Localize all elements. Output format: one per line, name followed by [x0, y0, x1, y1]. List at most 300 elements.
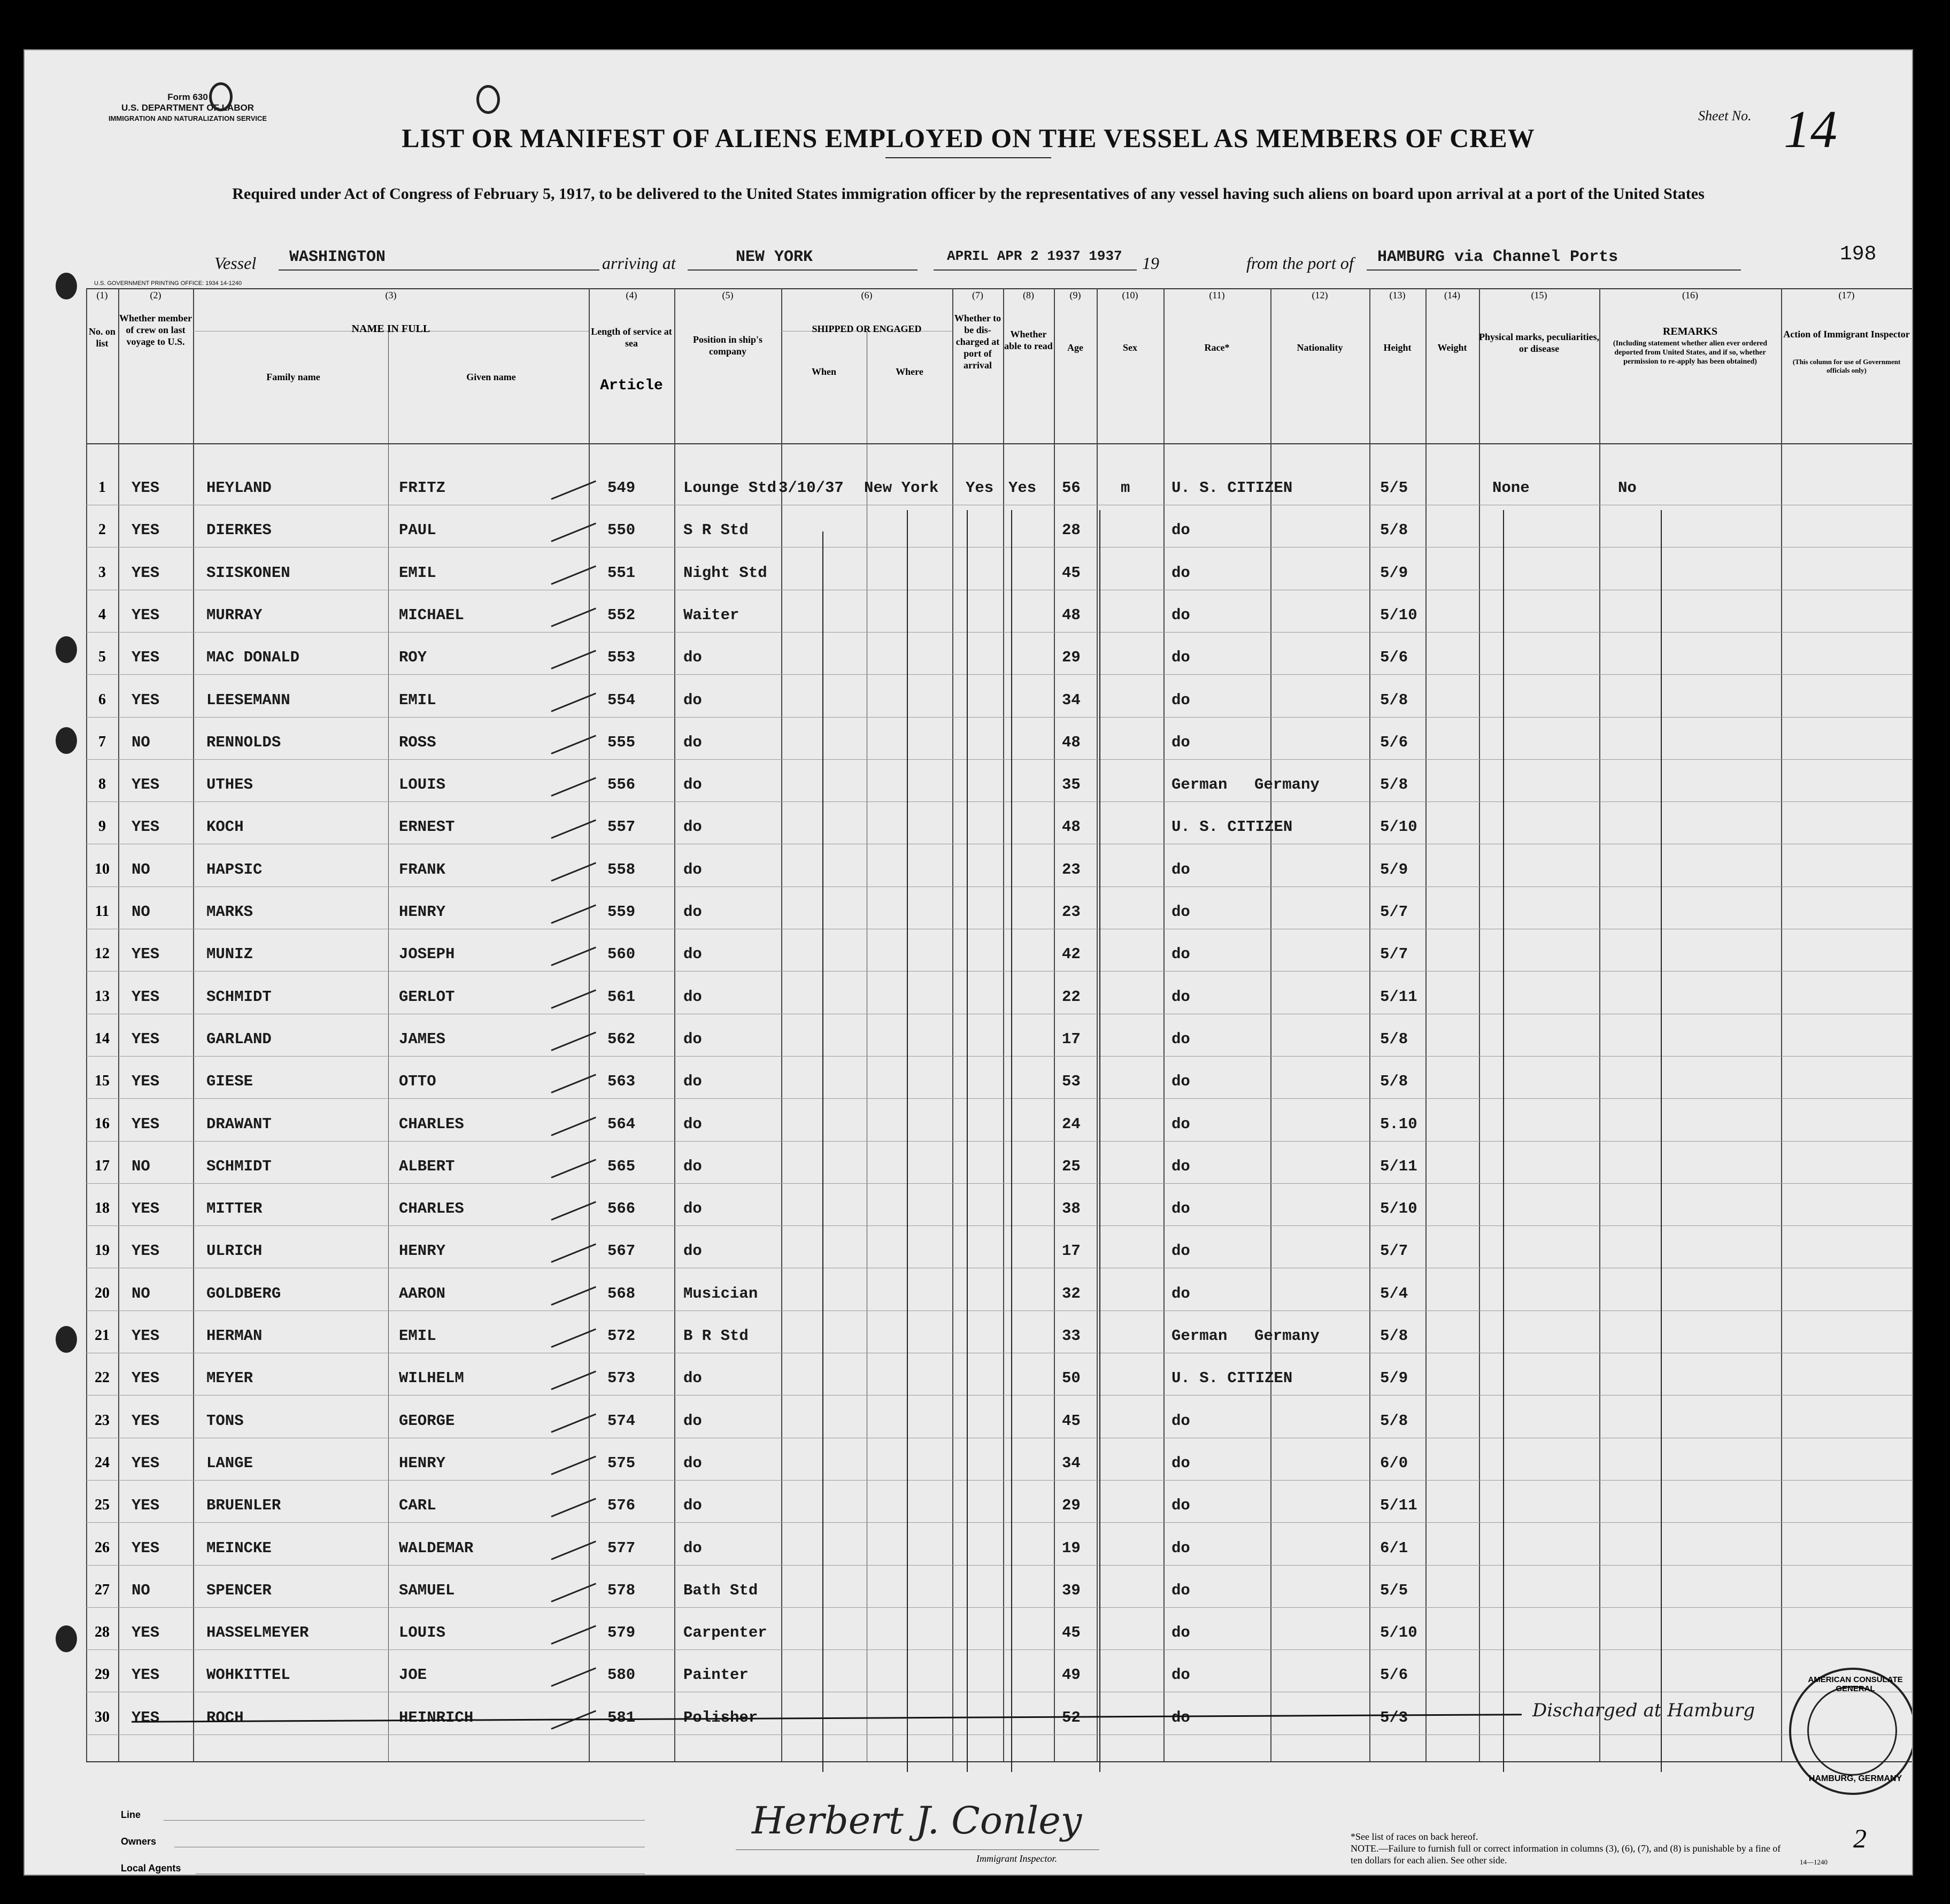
- col-12: (12): [1312, 290, 1328, 300]
- service: IMMIGRATION AND NATURALIZATION SERVICE: [108, 114, 267, 122]
- cell-height: 5/11: [1380, 1497, 1417, 1515]
- cell-position: Musician: [683, 1284, 758, 1302]
- header-physical: Physical marks, peculiarities, or disease: [1479, 332, 1599, 354]
- cell-age: 48: [1062, 818, 1081, 836]
- col-3: (3): [385, 290, 397, 300]
- cell-voyage: YES: [132, 479, 160, 497]
- cell-voyage: YES: [132, 988, 160, 1006]
- cell-no: 10: [95, 860, 110, 877]
- col-17: (17): [1838, 290, 1855, 300]
- cell-family: MITTER: [206, 1200, 263, 1218]
- cell-family: GARLAND: [206, 1030, 272, 1048]
- cell-race: do: [1171, 1454, 1190, 1472]
- cell-height: 6/0: [1380, 1454, 1408, 1472]
- cell-given: HENRY: [399, 903, 446, 921]
- cell-age: 23: [1062, 860, 1081, 878]
- cell-family: HASSELMEYER: [206, 1624, 309, 1642]
- cell-given: PAUL: [399, 521, 436, 539]
- cell-race: do: [1171, 1200, 1190, 1218]
- cell-article: 578: [607, 1581, 636, 1599]
- cell-given: WALDEMAR: [399, 1539, 474, 1557]
- cell-position: do: [683, 945, 702, 963]
- cell-no: 2: [98, 521, 106, 538]
- cell-given: ERNEST: [399, 818, 455, 836]
- cell-family: SCHMIDT: [206, 988, 272, 1006]
- cell-position: do: [683, 691, 702, 709]
- cell-position: do: [683, 1200, 702, 1218]
- cell-height: 5/8: [1380, 691, 1408, 709]
- cell-family: GIESE: [206, 1073, 253, 1091]
- cell-height: 5/10: [1380, 818, 1417, 836]
- binder-hole-icon: [56, 1625, 77, 1652]
- cell-read: Yes: [1008, 479, 1037, 497]
- cell-age: 33: [1062, 1327, 1081, 1345]
- col-6: (6): [861, 290, 873, 300]
- cell-article: 581: [607, 1708, 636, 1726]
- cell-no: 23: [95, 1412, 110, 1429]
- cell-no: 24: [95, 1454, 110, 1471]
- header-position: Position in ship's company: [692, 334, 763, 357]
- cell-height: 5/7: [1380, 903, 1408, 921]
- cell-age: 35: [1062, 776, 1081, 794]
- vessel-label: Vessel: [214, 253, 257, 273]
- col-11: (11): [1209, 290, 1225, 300]
- cell-race: German: [1171, 776, 1228, 794]
- cell-given: EMIL: [399, 564, 436, 582]
- cell-where: New York: [864, 479, 939, 497]
- cell-position: Waiter: [683, 606, 739, 624]
- cell-no: 17: [95, 1157, 110, 1174]
- header-remarks-note: (Including statement whether alien ever ordered deported from United States, and if so, whether permission to re-apply has been obtained): [1613, 340, 1768, 366]
- cell-position: Carpenter: [683, 1624, 767, 1642]
- cell-position: do: [683, 988, 702, 1006]
- cell-given: ROY: [399, 649, 427, 667]
- cell-family: HAPSIC: [206, 860, 263, 878]
- cell-voyage: YES: [132, 1539, 160, 1557]
- col-1: (1): [96, 290, 108, 300]
- cell-given: FRITZ: [399, 479, 446, 497]
- cell-race: do: [1171, 1242, 1190, 1260]
- cell-sex: m: [1121, 479, 1130, 497]
- header-action-note: (This column for use of Government officials only): [1792, 358, 1901, 374]
- cell-article: 564: [607, 1115, 636, 1133]
- cell-race: do: [1171, 860, 1190, 878]
- cell-family: HERMAN: [206, 1327, 263, 1345]
- cell-position: do: [683, 818, 702, 836]
- cell-article: 561: [607, 988, 636, 1006]
- cell-given: LOUIS: [399, 776, 446, 794]
- cell-article: 557: [607, 818, 636, 836]
- cell-race: do: [1171, 564, 1190, 582]
- cell-race: German: [1171, 1327, 1228, 1345]
- cell-height: 5/8: [1380, 776, 1408, 794]
- col-8: (8): [1023, 290, 1034, 300]
- cell-height: 5/9: [1380, 564, 1408, 582]
- cell-position: do: [683, 1369, 702, 1387]
- race-note: *See list of races on back hereof.: [1351, 1831, 1478, 1842]
- title-underline: [885, 157, 1051, 158]
- cell-no: 30: [95, 1708, 110, 1725]
- cell-no: 21: [95, 1327, 110, 1344]
- cell-voyage: YES: [132, 1412, 160, 1430]
- cell-voyage: YES: [132, 649, 160, 667]
- cell-family: MAC DONALD: [206, 649, 300, 667]
- cell-given: HENRY: [399, 1454, 446, 1472]
- col-9: (9): [1069, 290, 1081, 300]
- cell-height: 6/1: [1380, 1539, 1408, 1557]
- cell-no: 6: [98, 691, 106, 708]
- vessel-name: WASHINGTON: [289, 248, 386, 266]
- page-subtitle: Required under Act of Congress of February 5, 1917, to be delivered to the United States immigration officer by the representatives of any vessel having such aliens on board upon arrival at a port of the United States: [232, 185, 1705, 203]
- cell-height: 5/8: [1380, 1073, 1408, 1091]
- cell-height: 5/9: [1380, 860, 1408, 878]
- cell-height: 5/8: [1380, 1327, 1408, 1345]
- cell-given: CARL: [399, 1497, 436, 1515]
- header-remarks: REMARKS: [1662, 326, 1718, 337]
- header-discharged: Whether to be dis- charged at port of arrival: [954, 313, 1001, 371]
- cell-race: do: [1171, 1581, 1190, 1599]
- cell-given: GEORGE: [399, 1412, 455, 1430]
- cell-given: EMIL: [399, 1327, 436, 1345]
- cell-position: do: [683, 776, 702, 794]
- cell-no: 26: [95, 1539, 110, 1556]
- cell-given: SAMUEL: [399, 1581, 455, 1599]
- header-given: Given name: [466, 372, 516, 382]
- binder-hole-icon: [56, 1326, 77, 1353]
- cell-height: 5/8: [1380, 521, 1408, 539]
- col-2: (2): [150, 290, 161, 300]
- cell-nat: Germany: [1254, 1327, 1320, 1345]
- cell-given: EMIL: [399, 691, 436, 709]
- manifest-sheet: [24, 49, 1913, 1876]
- cell-article: 574: [607, 1412, 636, 1430]
- cell-race: do: [1171, 649, 1190, 667]
- cell-height: 5/11: [1380, 1157, 1417, 1175]
- cell-no: 22: [95, 1369, 110, 1386]
- cell-race: do: [1171, 903, 1190, 921]
- cell-when: 3/10/37: [779, 479, 844, 497]
- cell-family: UTHES: [206, 776, 253, 794]
- cell-age: 52: [1062, 1708, 1081, 1726]
- cell-no: 8: [98, 776, 106, 793]
- cell-age: 48: [1062, 733, 1081, 751]
- printing-office: U.S. GOVERNMENT PRINTING OFFICE: 1934 14-1240: [94, 280, 242, 287]
- cell-remarks: No: [1618, 479, 1637, 497]
- cell-voyage: YES: [132, 564, 160, 582]
- ditto-line: [1011, 510, 1012, 1772]
- line-label: Line: [121, 1809, 141, 1820]
- col-13: (13): [1389, 290, 1406, 300]
- cell-family: RENNOLDS: [206, 733, 281, 751]
- cell-position: do: [683, 1539, 702, 1557]
- cell-family: MARKS: [206, 903, 253, 921]
- col-4: (4): [626, 290, 637, 300]
- cell-race: do: [1171, 1157, 1190, 1175]
- cell-voyage: YES: [132, 1624, 160, 1642]
- cell-age: 53: [1062, 1073, 1081, 1091]
- cell-position: do: [683, 1454, 702, 1472]
- cell-voyage: YES: [132, 1115, 160, 1133]
- cell-voyage: YES: [132, 1454, 160, 1472]
- cell-given: FRANK: [399, 860, 446, 878]
- cell-position: do: [683, 1115, 702, 1133]
- col-10: (10): [1122, 290, 1138, 300]
- cell-given: AARON: [399, 1284, 446, 1302]
- header-age: Age: [1067, 342, 1083, 353]
- cell-no: 25: [95, 1497, 110, 1514]
- cell-family: MEINCKE: [206, 1539, 272, 1557]
- header-action: Action of Immigrant Inspector: [1783, 329, 1910, 340]
- cell-voyage: YES: [132, 1666, 160, 1684]
- cell-given: HEINRICH: [399, 1708, 474, 1726]
- cell-age: 28: [1062, 521, 1081, 539]
- cell-given: ROSS: [399, 733, 436, 751]
- cell-position: Polisher: [683, 1708, 758, 1726]
- cell-family: LANGE: [206, 1454, 253, 1472]
- cell-voyage: YES: [132, 1708, 160, 1726]
- cell-article: 579: [607, 1624, 636, 1642]
- cell-article: 550: [607, 521, 636, 539]
- cell-article: 558: [607, 860, 636, 878]
- cell-position: do: [683, 1497, 702, 1515]
- from-port: HAMBURG via Channel Ports: [1377, 248, 1618, 266]
- cell-position: B R Std: [683, 1327, 749, 1345]
- cell-no: 7: [98, 733, 106, 750]
- cell-family: ULRICH: [206, 1242, 263, 1260]
- sheet-label: Sheet No.: [1698, 108, 1752, 124]
- col-5: (5): [722, 290, 734, 300]
- cell-no: 18: [95, 1200, 110, 1217]
- header-where: Where: [896, 366, 923, 377]
- cell-race: do: [1171, 1666, 1190, 1684]
- form-code: 14—1240: [1800, 1858, 1828, 1866]
- ditto-line: [822, 531, 823, 1772]
- header-race: Race*: [1204, 342, 1230, 353]
- cell-race: do: [1171, 1539, 1190, 1557]
- cell-voyage: NO: [132, 733, 150, 751]
- sheet-number: 14: [1784, 99, 1837, 159]
- cell-family: TONS: [206, 1412, 244, 1430]
- cell-voyage: NO: [132, 1157, 150, 1175]
- cell-given: JAMES: [399, 1030, 446, 1048]
- cell-no: 20: [95, 1284, 110, 1301]
- cell-voyage: YES: [132, 1327, 160, 1345]
- cell-height: 5/10: [1380, 1200, 1417, 1218]
- cell-position: Painter: [683, 1666, 749, 1684]
- cell-article: 560: [607, 945, 636, 963]
- cell-age: 56: [1062, 479, 1081, 497]
- cell-race: U. S. CITIZEN: [1171, 479, 1293, 497]
- cell-height: 5/3: [1380, 1708, 1408, 1726]
- page-title: LIST OR MANIFEST OF ALIENS EMPLOYED ON THE VESSEL AS MEMBERS OF CREW: [402, 123, 1535, 153]
- cell-given: GERLOT: [399, 988, 455, 1006]
- stamp-bottom-text: HAMBURG, GERMANY: [1808, 1774, 1902, 1783]
- cell-height: 5/6: [1380, 733, 1408, 751]
- cell-article: 580: [607, 1666, 636, 1684]
- cell-no: 3: [98, 564, 106, 581]
- cell-article: 559: [607, 903, 636, 921]
- cell-race: do: [1171, 1497, 1190, 1515]
- col-16: (16): [1682, 290, 1698, 300]
- ditto-line: [1099, 510, 1100, 1772]
- cell-voyage: NO: [132, 1581, 150, 1599]
- cell-family: LEESEMANN: [206, 691, 290, 709]
- cell-age: 49: [1062, 1666, 1081, 1684]
- ditto-line: [1503, 510, 1504, 1772]
- cell-height: 5.10: [1380, 1115, 1417, 1133]
- cell-age: 32: [1062, 1284, 1081, 1302]
- cell-no: 15: [95, 1073, 110, 1090]
- cell-race: do: [1171, 1624, 1190, 1642]
- owners-label: Owners: [121, 1836, 157, 1847]
- form-no: Form 630: [167, 92, 208, 102]
- cell-height: 5/5: [1380, 1581, 1408, 1599]
- cell-position: do: [683, 733, 702, 751]
- cell-race: do: [1171, 1708, 1190, 1726]
- cell-family: SIISKONEN: [206, 564, 290, 582]
- cell-given: HENRY: [399, 1242, 446, 1260]
- cell-family: MUNIZ: [206, 945, 253, 963]
- cell-race: do: [1171, 606, 1190, 624]
- cell-family: DRAWANT: [206, 1115, 272, 1133]
- cell-race: do: [1171, 1073, 1190, 1091]
- cell-age: 17: [1062, 1030, 1081, 1048]
- cell-given: ALBERT: [399, 1157, 455, 1175]
- cell-family: MEYER: [206, 1369, 253, 1387]
- cell-voyage: YES: [132, 521, 160, 539]
- cell-voyage: YES: [132, 1073, 160, 1091]
- cell-height: 5/8: [1380, 1412, 1408, 1430]
- from-label: from the port of: [1246, 253, 1354, 273]
- ditto-line: [1661, 510, 1662, 1772]
- ditto-line: [907, 510, 908, 1772]
- cell-height: 5/9: [1380, 1369, 1408, 1387]
- cell-no: 5: [98, 649, 106, 666]
- corner-mark: 2: [1853, 1823, 1867, 1853]
- cell-race: U. S. CITIZEN: [1171, 818, 1293, 836]
- year-label: 19: [1142, 253, 1159, 273]
- cell-age: 19: [1062, 1539, 1081, 1557]
- cell-voyage: YES: [132, 606, 160, 624]
- cell-race: do: [1171, 691, 1190, 709]
- cell-given: CHARLES: [399, 1115, 464, 1133]
- cell-age: 42: [1062, 945, 1081, 963]
- inspector-label: Immigrant Inspector.: [976, 1853, 1057, 1864]
- cell-voyage: YES: [132, 1200, 160, 1218]
- header-weight: Weight: [1437, 342, 1467, 353]
- cell-age: 34: [1062, 691, 1081, 709]
- cell-family: SPENCER: [206, 1581, 272, 1599]
- cell-age: 38: [1062, 1200, 1081, 1218]
- cell-height: 5/8: [1380, 1030, 1408, 1048]
- cell-voyage: YES: [132, 691, 160, 709]
- cell-position: do: [683, 860, 702, 878]
- cell-age: 23: [1062, 903, 1081, 921]
- cell-family: WOHKITTEL: [206, 1666, 290, 1684]
- cell-age: 29: [1062, 1497, 1081, 1515]
- cell-height: 5/7: [1380, 1242, 1408, 1260]
- cell-given: MICHAEL: [399, 606, 464, 624]
- cell-no: 16: [95, 1115, 110, 1132]
- form-number: [107, 92, 268, 124]
- cell-article: 555: [607, 733, 636, 751]
- cell-age: 17: [1062, 1242, 1081, 1260]
- cell-nat: Germany: [1254, 776, 1320, 794]
- cell-no: 4: [98, 606, 106, 623]
- cell-no: 14: [95, 1030, 110, 1047]
- cell-age: 50: [1062, 1369, 1081, 1387]
- cell-voyage: YES: [132, 1030, 160, 1048]
- cell-age: 39: [1062, 1581, 1081, 1599]
- cell-position: do: [683, 1242, 702, 1260]
- stamp-top-text: AMERICAN CONSULATE GENERAL: [1808, 1675, 1903, 1693]
- consulate-stamp: [1789, 1668, 1913, 1795]
- cell-position: do: [683, 1030, 702, 1048]
- page-number: 198: [1840, 243, 1877, 266]
- cell-given: CHARLES: [399, 1200, 464, 1218]
- cell-physical: None: [1492, 479, 1530, 497]
- cell-no: 11: [95, 903, 110, 920]
- cell-family: MURRAY: [206, 606, 263, 624]
- cell-article: 553: [607, 649, 636, 667]
- cell-remarks: Discharged at Hamburg: [1532, 1699, 1755, 1721]
- cell-family: KOCH: [206, 818, 244, 836]
- cell-article: 575: [607, 1454, 636, 1472]
- cell-article: 554: [607, 691, 636, 709]
- cell-height: 5/5: [1380, 479, 1408, 497]
- cell-voyage: NO: [132, 860, 150, 878]
- cell-height: 5/11: [1380, 988, 1417, 1006]
- cell-position: do: [683, 1073, 702, 1091]
- cell-no: 28: [95, 1624, 110, 1641]
- cell-age: 48: [1062, 606, 1081, 624]
- cell-age: 24: [1062, 1115, 1081, 1133]
- cell-position: S R Std: [683, 521, 749, 539]
- cell-family: HEYLAND: [206, 479, 272, 497]
- cell-race: do: [1171, 1115, 1190, 1133]
- cell-family: SCHMIDT: [206, 1157, 272, 1175]
- inspector-signature: Herbert J. Conley: [752, 1799, 1082, 1843]
- header-voyage: Whether member of crew on last voyage to U.S.: [119, 313, 192, 347]
- header-read: Whether able to read: [1004, 329, 1053, 351]
- cell-no: 9: [98, 818, 106, 835]
- cell-disch: Yes: [966, 479, 994, 497]
- cell-height: 5/10: [1380, 606, 1417, 624]
- header-when: When: [811, 366, 836, 377]
- cell-article: 556: [607, 776, 636, 794]
- cell-height: 5/6: [1380, 649, 1408, 667]
- header-nationality: Nationality: [1297, 342, 1343, 353]
- local-agents-label: Local Agents: [121, 1863, 181, 1874]
- cell-age: 25: [1062, 1157, 1081, 1175]
- cell-race: U. S. CITIZEN: [1171, 1369, 1293, 1387]
- cell-position: Night Std: [683, 564, 767, 582]
- cell-article: 552: [607, 606, 636, 624]
- cell-family: DIERKES: [206, 521, 272, 539]
- cell-age: 29: [1062, 649, 1081, 667]
- cell-article: 572: [607, 1327, 636, 1345]
- cell-position: do: [683, 903, 702, 921]
- cell-race: do: [1171, 1412, 1190, 1430]
- cell-article: 568: [607, 1284, 636, 1302]
- cell-no: 13: [95, 988, 110, 1005]
- col-7: (7): [972, 290, 983, 300]
- header-sex: Sex: [1123, 342, 1137, 353]
- cell-given: JOSEPH: [399, 945, 455, 963]
- cell-article: 566: [607, 1200, 636, 1218]
- cell-age: 45: [1062, 1412, 1081, 1430]
- cell-height: 5/4: [1380, 1284, 1408, 1302]
